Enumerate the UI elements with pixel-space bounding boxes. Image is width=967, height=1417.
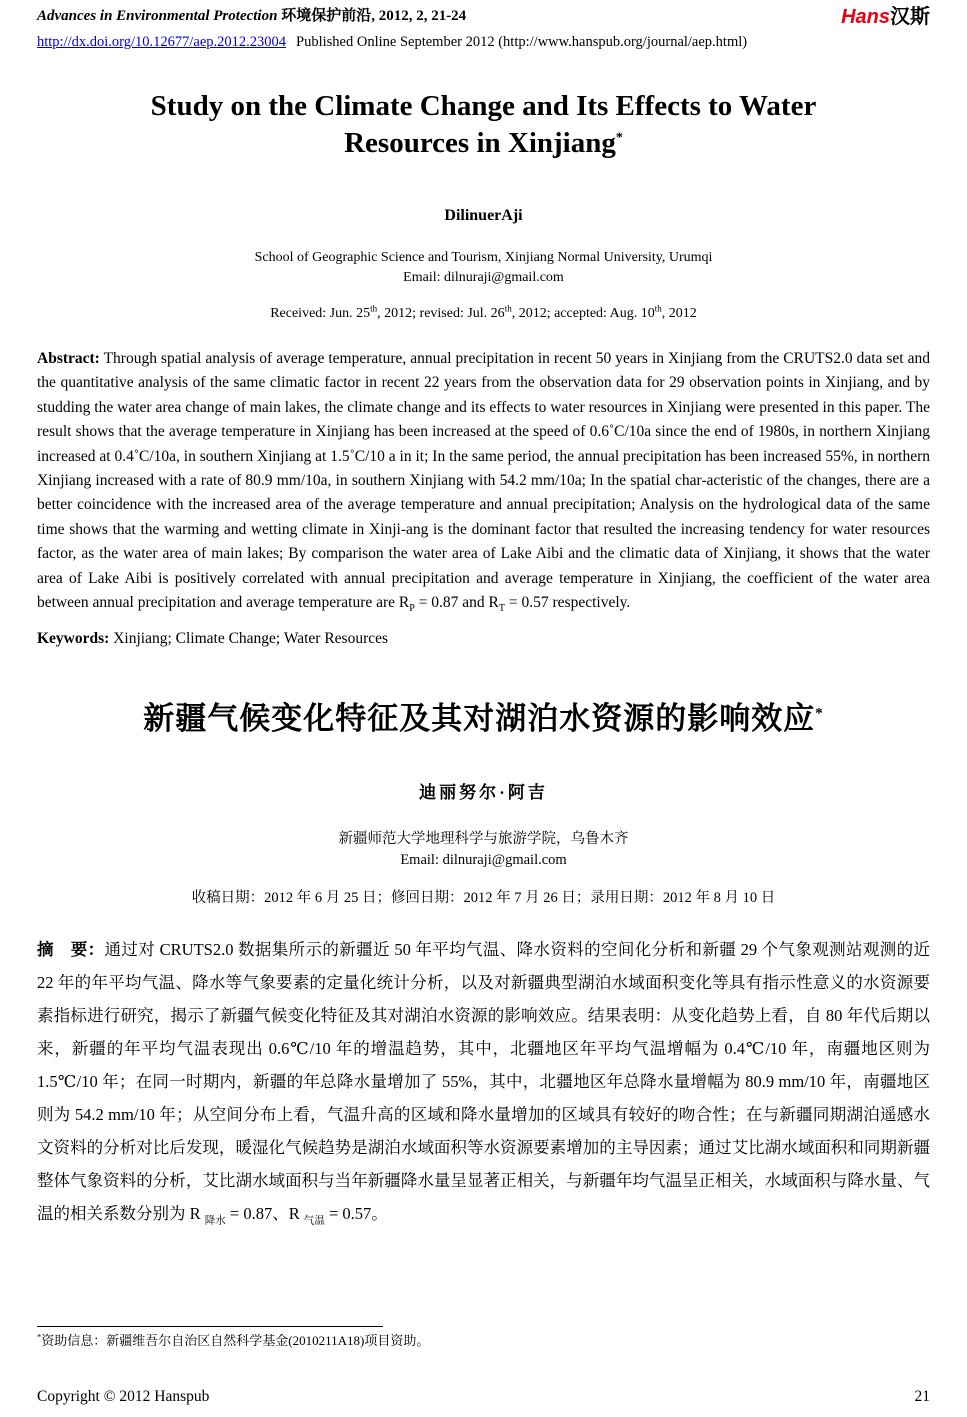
title-footnote-mark-en: * — [615, 130, 623, 146]
abstract-end-en: = 0.57 respectively. — [505, 594, 631, 612]
doi-line — [37, 33, 930, 52]
keywords-text-en: Xinjiang; Climate Change; Water Resources — [113, 630, 389, 648]
coefficient-sub-temperature: 气温 — [303, 1215, 325, 1227]
dates-en — [37, 304, 930, 323]
paper-title-cn — [37, 699, 930, 739]
abstract-body-cn: 通过对 CRUTS2.0 数据集所示的新疆近 50 年平均气温、降水资料的空间化分析和新疆 29 个气象观测站观测的近 22 年的年平均气温、降水等气象要素的定量化统计分析，以及对新疆典型湖泊水域面积变化等具有指示性意义的水资源要素指标进行研究，揭示了新疆气候变化特征及其对湖泊水资源的影响效应。结果表明：从变化趋势上看，自 80 年代后期以来，新疆的年平均气温表现出 0.6℃/10 年的增温趋势，其中，北疆地区年平均气温增幅为 0.4℃/10 年，南疆地区则为 1.5℃/10 年；在同一时期内，新疆的年总降水量增加了 55%，其中，北疆地区年总降水量增幅为 80.9 mm/10 年，南疆地区则为 54.2 mm/10 年；从空间分布上看，气温升高的区域和降水量增加的区域具有较好的吻合性；在与新疆同期湖泊遥感水文资料的分析对比后发现，暖湿化气候趋势是湖泊水域面积等水资源要素增加的主导因素；通过艾比湖水域面积和同期新疆整体气象资料的分析，艾比湖水域面积与当年新疆降水量呈显著正相关，与新疆年均气温呈正相关，水域面积与降水量、气温的相关系数分别为 R — [37, 940, 930, 1224]
keywords-label-en: Keywords: — [37, 630, 110, 648]
footnote-divider — [37, 1326, 383, 1327]
abstract-mid-cn: = 0.87、R — [225, 1204, 304, 1224]
page-number: 21 — [914, 1388, 930, 1405]
footnote-star: * — [37, 1331, 42, 1342]
abstract-label-cn: 摘 要： — [37, 940, 105, 960]
keywords-en — [37, 629, 930, 649]
journal-name: Advances in Environmental Protection — [37, 8, 278, 24]
paper-title-en-line2 — [37, 125, 930, 162]
abstract-cn — [37, 933, 930, 1230]
title-footnote-mark-cn: * — [815, 706, 824, 723]
journal-meta: 环境保护前沿, 2012, 2, 21-24 — [281, 8, 467, 24]
abstract-label-en: Abstract: — [37, 350, 100, 367]
dates-cn: 收稿日期：2012 年 6 月 25 日；修回日期：2012 年 7 月 26 日；录用日期：2012 年 8 月 10 日 — [191, 890, 776, 907]
footnote-body: 资助信息：新疆维吾尔自治区自然科学基金(2010211A18)项目资助。 — [41, 1333, 430, 1348]
abstract-body-en: Through spatial analysis of average temperature, annual precipitation in recent 50 years in Xinjiang from the CRUTS2.0 data set and the quantitative analysis of the same climatic factor in recent 22 years from the observation data for 29 observation points in Xinjiang, and by studding the water area change of main lakes, the climate change and its effects to water resources in Xinjiang were presented in this paper. The result shows that the average temperature in Xinjiang has been increased at the speed of 0.6˚C/10a since the end of 1980s, in northern Xinjiang increased at 0.4˚C/10a, in southern Xinjiang at 1.5˚C/10 a in it; In the same period, the annual precipitation has been increased 55%, in northern Xinjiang increased with a rate of 80.9 mm/10a, in southern Xinjiang with 54.2 mm/10a; In the spatial char-acteristic of the changes, there are a better coincidence with the increased area of the average temperature and annual precipitation; Analysis on the hydrological data of the same time shows that the warming and wetting climate in Xinji-ang is the dominant factor that resulted the increasing tendency for water resources factor, as the water area of main lakes; By comparison the water area of Lake Aibi and the climatic data of Xinjiang, it shows that the water area of Lake Aibi is positively correlated with annual precipitation and average temperature in Xinjiang, the coefficient of the water area between annual precipitation and average temperature are R — [37, 350, 930, 612]
journal-header-row1 — [37, 6, 930, 28]
footnote-text — [37, 1332, 930, 1350]
email-cn: Email: dilnuraji@gmail.com — [400, 852, 567, 869]
received-sup3: th — [654, 303, 662, 314]
paper-title-en-line1: Study on the Climate Change and Its Effects to Water — [150, 90, 817, 122]
received-part4: , 2012 — [661, 306, 697, 321]
coefficient-sub-precipitation: 降水 — [204, 1215, 226, 1227]
hanspub-logo-cn: 汉斯 — [890, 6, 930, 28]
received-sup1: th — [370, 303, 378, 314]
affiliation-en: School of Geographic Science and Tourism, Xinjiang Normal University, Urumqi — [254, 250, 713, 265]
footnote — [37, 1326, 930, 1350]
abstract-mid-en: = 0.87 and R — [414, 594, 499, 612]
coefficient-sub-p: P — [409, 603, 415, 615]
hanspub-logo — [841, 6, 930, 28]
copyright-text: Copyright © 2012 Hanspub — [37, 1388, 210, 1405]
journal-title-line — [37, 6, 466, 27]
coefficient-sub-t: T — [498, 603, 506, 615]
doi-link[interactable]: http://dx.doi.org/10.12677/aep.2012.23004 — [37, 34, 287, 50]
abstract-end-cn: = 0.57。 — [324, 1204, 388, 1224]
affiliation-cn: 新疆师范大学地理科学与旅游学院，乌鲁木齐 — [338, 831, 629, 848]
received-sup2: th — [504, 303, 512, 314]
paper-title-en-line2-text: Resources in Xinjiang — [344, 127, 616, 159]
page-footer — [37, 1388, 930, 1406]
email-en: Email: dilnuraji@gmail.com — [403, 270, 564, 285]
paper-title-en — [37, 88, 930, 162]
published-online-text: Published Online September 2012 (http://www.hanspub.org/journal/aep.html) — [296, 34, 748, 50]
hanspub-logo-latin: Hans — [841, 6, 890, 28]
received-part3: , 2012; accepted: Aug. 10 — [511, 306, 655, 321]
journal-header — [37, 6, 930, 52]
abstract-en — [37, 347, 930, 615]
received-part2: , 2012; revised: Jul. 26 — [377, 306, 505, 321]
author-en: DilinuerAji — [444, 207, 523, 224]
author-cn: 迪丽努尔·阿吉 — [419, 783, 548, 803]
paper-title-cn-text: 新疆气候变化特征及其对湖泊水资源的影响效应 — [143, 701, 816, 737]
received-part1: Received: Jun. 25 — [270, 306, 371, 321]
